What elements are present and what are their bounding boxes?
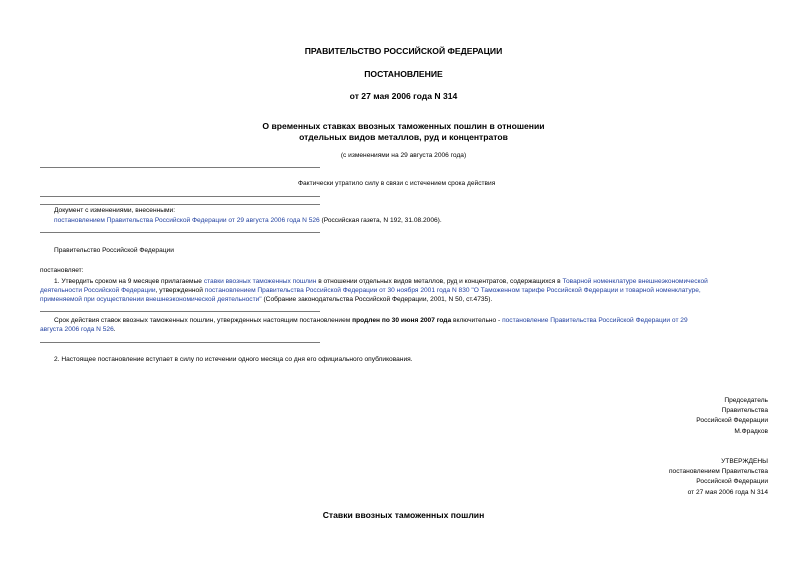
decree-526-link[interactable]: августа 2006 года N 526 xyxy=(40,326,114,333)
document-title-line-2: отдельных видов металлов, руд и концентратов xyxy=(299,132,508,142)
document-type: ПОСТАНОВЛЕНИЕ xyxy=(364,69,443,79)
status-note: Фактически утратило силу в связи с истечением срока действия xyxy=(298,180,496,187)
amended-by-label: Документ с изменениями, внесенными: xyxy=(54,207,176,214)
paragraph-1-line-2 xyxy=(40,287,701,296)
paragraph-2: 2. Настоящее постановление вступает в силу по истечении одного месяца со дня его официального опубликования. xyxy=(54,356,413,363)
amendment-source: (Российская газета, N 192, 31.08.2006). xyxy=(319,217,442,224)
signatory-name: М.Фрадков xyxy=(734,428,768,435)
issuer: Правительство Российской Федерации xyxy=(54,247,174,254)
extension-line-2 xyxy=(40,326,116,335)
divider xyxy=(40,204,320,205)
amendment-link[interactable]: постановлением Правительства Российской Федерации от 29 августа 2006 года N 526 xyxy=(54,217,320,224)
paragraph-1-line-3 xyxy=(40,296,492,305)
decree-830-link[interactable]: постановлением Правительства Российской Федерации от 30 ноября 2001 года N 830 "О Таможенном тарифе Российской Федерации и товарной номенклатуре, xyxy=(204,287,701,294)
document-date-number: от 27 мая 2006 года N 314 xyxy=(349,91,458,101)
signature-title-3: Российской Федерации xyxy=(696,417,768,424)
p1-text: , утвержденной xyxy=(155,287,205,294)
approved-heading: УТВЕРЖДЕНЫ xyxy=(721,458,768,465)
tnved-link[interactable]: Товарной номенклатуре внешнеэкономической xyxy=(562,278,708,285)
p1-text: (Собрание законодательства Российской Федерации, 2001, N 50, ст.4735). xyxy=(261,296,493,303)
decree-526-link[interactable]: постановление Правительства Российской Федерации от 29 xyxy=(502,317,688,324)
government-heading: ПРАВИТЕЛЬСТВО РОССИЙСКОЙ ФЕДЕРАЦИИ xyxy=(304,46,503,56)
divider xyxy=(40,311,320,312)
p1-text: 1. Утвердить сроком на 9 месяцев прилагаемые xyxy=(54,278,204,285)
amended-by-line xyxy=(54,217,442,226)
amendments-note: (с изменениями на 29 августа 2006 года) xyxy=(340,152,467,159)
approved-date: от 27 мая 2006 года N 314 xyxy=(687,489,768,496)
extension-date: продлен по 30 июня 2007 года xyxy=(352,317,452,324)
paragraph-1-line-1 xyxy=(54,278,708,287)
extension-text: включительно - xyxy=(451,317,503,324)
divider xyxy=(40,232,320,233)
decrees-word: постановляет: xyxy=(40,267,84,274)
extension-text: . xyxy=(113,326,116,333)
decree-830-link[interactable]: применяемой при осуществлении внешнеэкономической деятельности" xyxy=(40,296,262,303)
divider xyxy=(40,167,320,168)
extension-line-1 xyxy=(54,317,688,326)
document-title-line-1: О временных ставках ввозных таможенных пошлин в отношении xyxy=(262,121,545,131)
approved-by-1: постановлением Правительства xyxy=(668,468,768,475)
signature-title-2: Правительства xyxy=(721,407,768,414)
rates-link[interactable]: ставки ввозных таможенных пошлин xyxy=(203,278,317,285)
divider xyxy=(40,342,320,343)
divider xyxy=(40,196,320,197)
signature-title-1: Председатель xyxy=(724,397,768,404)
approved-by-2: Российской Федерации xyxy=(696,478,768,485)
tnved-link[interactable]: деятельности Российской Федерации xyxy=(40,287,156,294)
p1-text: в отношении отдельных видов металлов, руд и концентратов, содержащихся в xyxy=(316,278,563,285)
extension-text: Срок действия ставок ввозных таможенных пошлин, утвержденных настоящим постановлением xyxy=(54,317,353,324)
annex-title: Ставки ввозных таможенных пошлин xyxy=(322,510,485,520)
